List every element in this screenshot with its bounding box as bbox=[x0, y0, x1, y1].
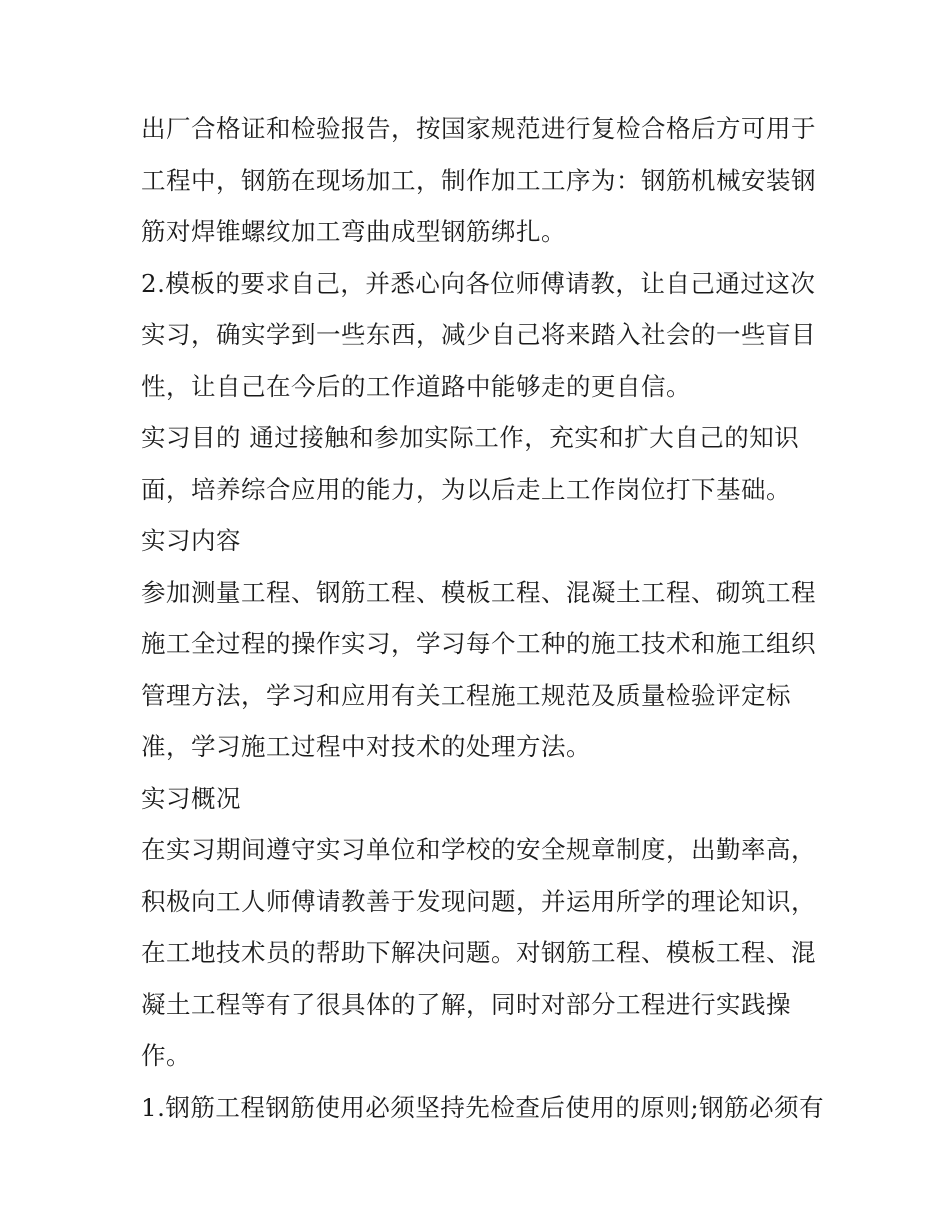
section-heading: 实习概况 bbox=[141, 783, 241, 813]
text-line: 2.模板的要求自己，并悉心向各位师傅请教，让自己通过这次 bbox=[141, 268, 816, 298]
document-body bbox=[141, 103, 825, 1133]
text-line: 凝土工程等有了很具体的了解，同时对部分工程进行实践操 bbox=[141, 989, 791, 1019]
text-line: 管理方法，学习和应用有关工程施工规范及质量检验评定标 bbox=[141, 680, 791, 710]
text-line: 出厂合格证和检验报告，按国家规范进行复检合格后方可用于 bbox=[141, 114, 816, 143]
text-line: 实习目的 通过接触和参加实际工作，充实和扩大自己的知识 bbox=[141, 423, 800, 452]
text-line: 实习，确实学到一些东西，减少自己将来踏入社会的一些盲目 bbox=[141, 320, 816, 349]
text-line: 在实习期间遵守实习单位和学校的安全规章制度，出勤率高， bbox=[141, 835, 816, 864]
text-line: 工程中，钢筋在现场加工，制作加工工序为：钢筋机械安装钢 bbox=[141, 165, 816, 195]
section-heading: 实习内容 bbox=[141, 526, 241, 555]
text-line: 施工全过程的操作实习，学习每个工种的施工技术和施工组织 bbox=[141, 629, 816, 658]
text-line: 筋对焊锥螺纹加工弯曲成型钢筋绑扎。 bbox=[141, 217, 566, 246]
text-line: 在工地技术员的帮助下解决问题。对钢筋工程、模板工程、混 bbox=[141, 938, 816, 967]
text-line: 准，学习施工过程中对技术的处理方法。 bbox=[141, 732, 591, 761]
text-line: 参加测量工程、钢筋工程、模板工程、混凝土工程、砌筑工程 bbox=[141, 577, 816, 607]
text-line: 作。 bbox=[141, 1041, 191, 1070]
text-line: 积极向工人师傅请教善于发现问题，并运用所学的理论知识， bbox=[141, 886, 816, 916]
text-line: 1.钢筋工程钢筋使用必须坚持先检查后使用的原则;钢筋必须有 bbox=[141, 1092, 825, 1122]
text-line: 面，培养综合应用的能力，为以后走上工作岗位打下基础。 bbox=[141, 474, 791, 504]
text-line: 性，让自己在今后的工作道路中能够走的更自信。 bbox=[141, 371, 691, 401]
